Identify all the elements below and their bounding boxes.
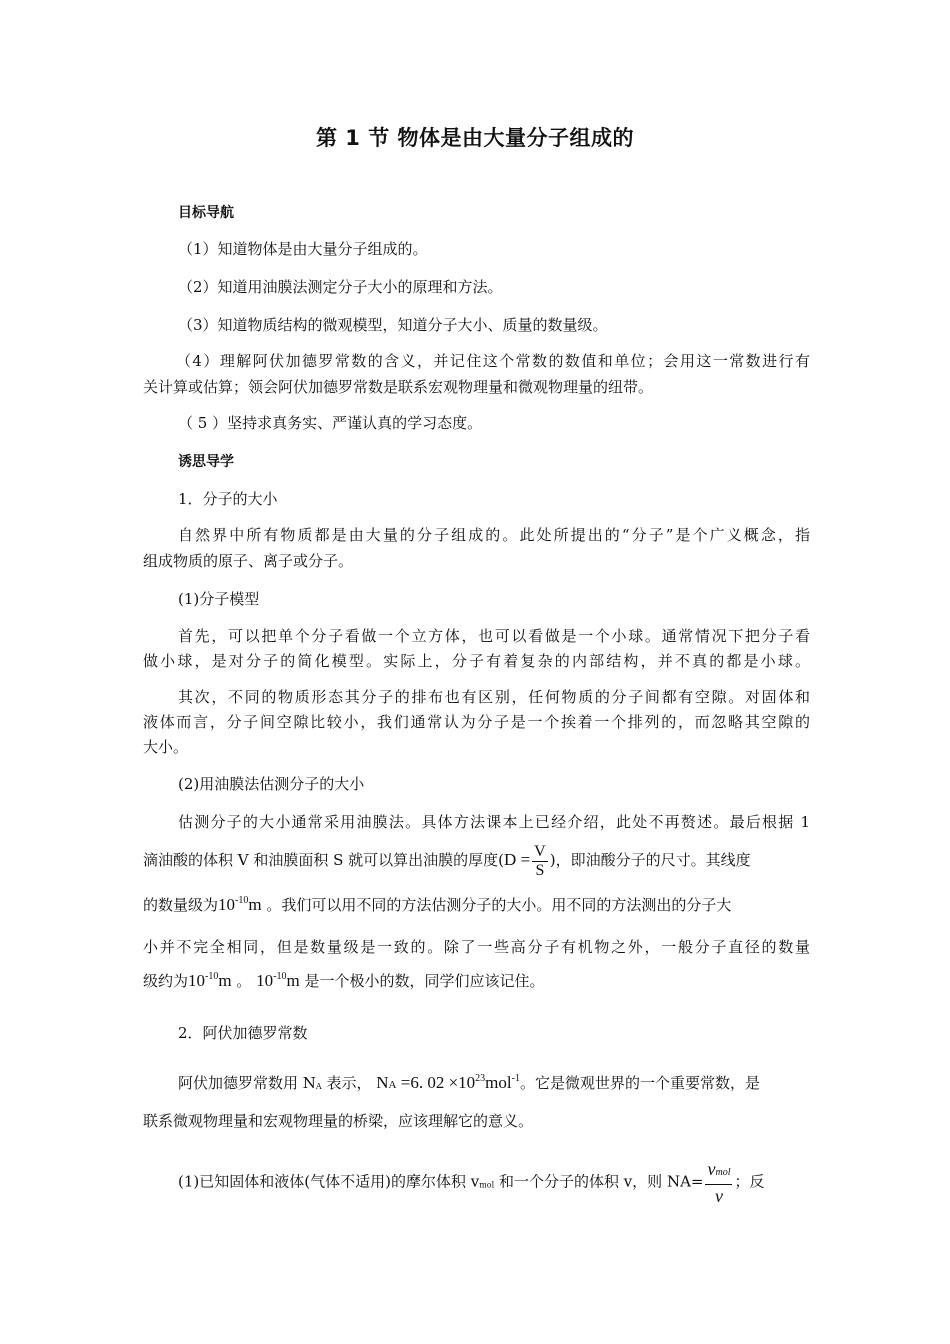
text-run: 和一个分子的体积 v，则 NA= [494, 1172, 704, 1191]
power-unit: m [218, 971, 232, 990]
power-exponent: -10 [273, 971, 287, 982]
fraction-numerator [705, 1158, 732, 1185]
formula-symbol: N [376, 1073, 389, 1092]
text-run: 滴油酸的体积 V 和油膜面积 S 就可以算出油膜的厚度( [143, 851, 505, 869]
goal-item: （4）理解阿伏加德罗常数的含义，并记住这个常数的数值和单位；会用这一常数进行有 [176, 352, 810, 370]
paragraph-line-formula [143, 840, 810, 880]
formula-exponent: 23 [475, 1073, 486, 1084]
formula-unit: mol [485, 1073, 512, 1092]
power-unit: m [248, 895, 262, 914]
paragraph-line: 做小球，是对分子的简化模型。实际上，分子有着复杂的内部结构，并不真的都是小球。 [143, 652, 810, 670]
fraction-denominator: v [714, 1186, 723, 1206]
paragraph-line-formula [178, 1158, 845, 1208]
power-of-ten [188, 971, 232, 990]
text-run: 是一个极小的数，同学们应该记住。 [304, 972, 545, 990]
paragraph-line: 联系微观物理量和宏观物理量的桥梁，应该理解它的意义。 [143, 1112, 534, 1130]
power-exponent: -10 [205, 971, 219, 982]
numerator-symbol: v [707, 1159, 716, 1179]
power-base: 10 [218, 895, 236, 914]
text-run: ；反 [734, 1172, 765, 1191]
avogadro-formula [376, 1073, 520, 1092]
goal-item: 关计算或估算；领会阿伏加德罗常数是联系宏观物理量和微观物理量的纽带。 [143, 378, 654, 396]
page-title: 第 1 节 物体是由大量分子组成的 [315, 126, 635, 150]
text-run: 表示， [321, 1074, 372, 1092]
paragraph-line [143, 890, 810, 916]
formula-unit-exponent: -1 [511, 1073, 520, 1084]
formula-value: =6. 02 ×10 [396, 1073, 476, 1092]
text-run: 的数量级为 [143, 896, 219, 914]
fraction-v-over-s [532, 843, 548, 880]
goal-item: （2）知道用油膜法测定分子大小的原理和方法。 [178, 278, 503, 296]
fraction-denominator: S [535, 861, 545, 879]
power-exponent: -10 [235, 895, 249, 906]
subscript: A [315, 1082, 322, 1091]
paragraph-line [143, 966, 810, 992]
paragraph-line: 组成物质的原子、离子或分子。 [143, 552, 354, 570]
paragraph-line [178, 1068, 845, 1098]
subsection-title: (1)分子模型 [178, 590, 260, 608]
goal-item: （ 5 ）坚持求真务实、严谨认真的学习态度。 [178, 414, 483, 432]
text-run: 。 [236, 972, 252, 990]
text-run: 。它是微观世界的一个重要常数，是 [519, 1074, 760, 1092]
text-run: 阿伏加德罗常数用 N [178, 1074, 316, 1092]
text-run: )，即油酸分子的尺寸。其线度 [549, 851, 751, 869]
paragraph-line: 小并不完全相同，但是数量级是一致的。除了一些高分子有机物之外，一般分子直径的数量 [143, 938, 810, 956]
fraction-numerator: V [534, 842, 546, 860]
fraction-vmol-over-v [705, 1158, 732, 1207]
subsection-title: (2)用油膜法估测分子的大小 [178, 775, 365, 793]
paragraph-line: 液体而言，分子间空隙比较小，我们通常认为分子是一个挨着一个排列的，而忽略其空隙的 [143, 713, 810, 731]
power-base: 10 [188, 971, 206, 990]
goals-heading: 目标导航 [178, 205, 234, 221]
paragraph-line: 自然界中所有物质都是由大量的分子组成的。此处所提出的“分子”是个广义概念，指 [178, 526, 810, 544]
paragraph-line: 估测分子的大小通常采用油膜法。具体方法课本上已经介绍，此处不再赘述。最后根据 1 [178, 813, 810, 831]
power-unit: m [286, 971, 300, 990]
guide-heading: 诱思导学 [178, 454, 234, 470]
paragraph-line: 首先，可以把单个分子看做一个立方体，也可以看做是一个小球。通常情况下把分子看 [178, 627, 810, 645]
text-run: 。我们可以用不同的方法估测分子的大小。用不同的方法测出的分子大 [266, 896, 732, 914]
text-run: (1)已知固体和液体(气体不适用)的摩尔体积 v [178, 1172, 480, 1191]
power-of-ten [256, 971, 300, 990]
paragraph-line: 其次，不同的物质形态其分子的排布也有区别，任何物质的分子间都有空隙。对固体和 [178, 688, 810, 706]
subscript: mol [479, 1180, 495, 1190]
power-of-ten [218, 895, 262, 914]
formula-lhs: D = [504, 850, 531, 869]
goal-item: （1）知道物体是由大量分子组成的。 [178, 240, 428, 258]
section-title: 1．分子的大小 [178, 490, 278, 508]
paragraph-line: 大小。 [143, 738, 189, 756]
formula-subscript: A [388, 1079, 397, 1091]
text-run: 级约为 [143, 972, 189, 990]
numerator-subscript: mol [715, 1167, 731, 1178]
goal-item: （3）知道物质结构的微观模型，知道分子大小、质量的数量级。 [178, 316, 608, 334]
section-title: 2．阿伏加德罗常数 [178, 1024, 308, 1042]
power-base: 10 [256, 971, 274, 990]
